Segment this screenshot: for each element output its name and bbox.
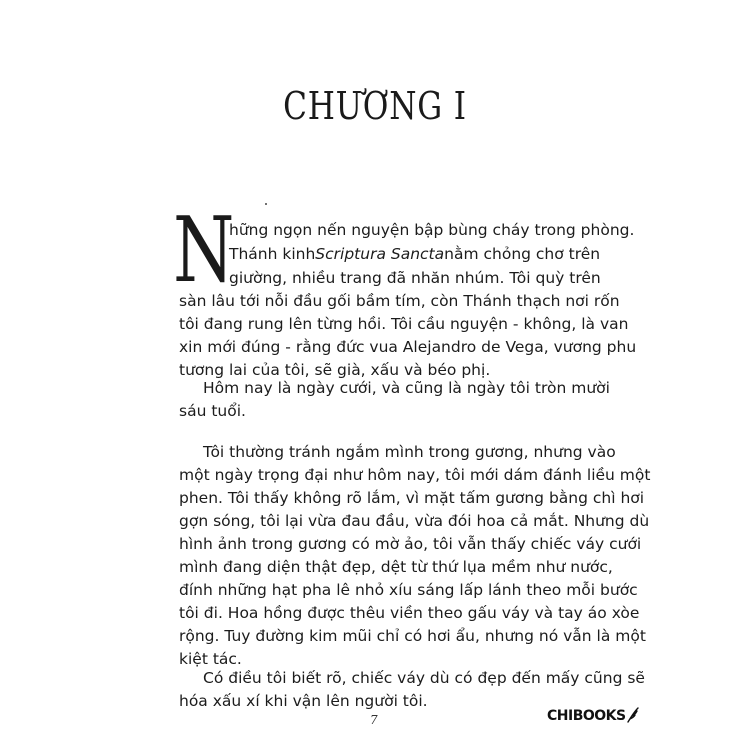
text-line [0, 219, 750, 242]
text-line [0, 602, 750, 625]
text-line-content: sáu tuổi. [179, 402, 246, 420]
text-line-content: sàn lâu tới nỗi đầu gối bầm tím, còn Thánh thạch nơi rốn [179, 292, 620, 310]
text-line [0, 377, 750, 400]
text-line [0, 441, 750, 464]
text-line-content: đính những hạt pha lê nhỏ xíu sáng lấp lánh theo mỗi bước [179, 581, 638, 599]
text-segment: Thánh kinh [229, 245, 316, 263]
text-line-content: hình ảnh trong gương có mờ ảo, tôi vẫn thấy chiếc váy cưới [179, 535, 642, 553]
text-line [0, 487, 750, 510]
text-line [0, 464, 750, 487]
text-line-content: Tôi thường tránh ngắm mình trong gương, nhưng vào [203, 443, 616, 461]
text-line-content [229, 243, 600, 266]
publisher-logo-text: CHIBOOKS [547, 708, 626, 724]
text-line [0, 556, 750, 579]
text-line [0, 625, 750, 648]
drop-cap: N [173, 198, 235, 303]
text-line-content: Có điều tôi biết rõ, chiếc váy dù có đẹp đến mấy cũng sẽ [203, 669, 645, 687]
text-line-content: giường, nhiều trang đã nhăn nhúm. Tôi quỳ trên [229, 269, 601, 287]
text-line [0, 579, 750, 602]
text-segment: nằm chỏng chơ trên [444, 245, 601, 263]
feather-icon [626, 707, 640, 723]
text-line-content: phen. Tôi thấy không rõ lắm, vì mặt tấm gương bằng chì hơi [179, 489, 645, 507]
publisher-logo [547, 707, 640, 724]
text-line [0, 400, 750, 423]
text-line-content: hóa xấu xí khi vận lên người tôi. [179, 692, 428, 710]
text-line-content: rộng. Tuy đường kim mũi chỉ có hơi ẩu, nhưng nó vẫn là một [179, 627, 646, 645]
text-line [0, 533, 750, 556]
text-line-content: tôi đi. Hoa hồng được thêu viền theo gấu váy và tay áo xòe [179, 604, 640, 622]
text-line-content: hững ngọn nến nguyện bập bùng cháy trong phòng. [229, 221, 635, 239]
text-line [0, 336, 750, 359]
text-line-content: gợn sóng, tôi lại vừa đau đầu, vừa đói hoa cả mắt. Nhưng dù [179, 512, 650, 530]
chapter-title: CHƯƠNG I [283, 84, 467, 128]
page-number: 7 [370, 713, 378, 727]
text-line-content: một ngày trọng đại như hôm nay, tôi mới dám đánh liều một [179, 466, 651, 484]
decorative-dot [265, 203, 267, 205]
text-line [0, 313, 750, 336]
text-line [0, 510, 750, 533]
text-line-content: Hôm nay là ngày cưới, và cũng là ngày tôi tròn mười [203, 379, 610, 397]
text-line-content: kiệt tác. [179, 650, 242, 668]
text-line [0, 290, 750, 313]
text-line-content: mình đang diện thật đẹp, dệt từ thứ lụa mềm như nước, [179, 558, 613, 576]
text-line [0, 243, 750, 266]
text-line [0, 267, 750, 290]
text-line-content: tôi đang rung lên từng hồi. Tôi cầu nguyện - không, là van [179, 315, 629, 333]
text-line-content: tương lai của tôi, sẽ già, xấu và béo phị. [179, 361, 491, 379]
text-line [0, 667, 750, 690]
italic-title: Scriptura Sancta [315, 245, 445, 263]
text-line-content: xin mới đúng - rằng đức vua Alejandro de Vega, vương phu [179, 338, 637, 356]
